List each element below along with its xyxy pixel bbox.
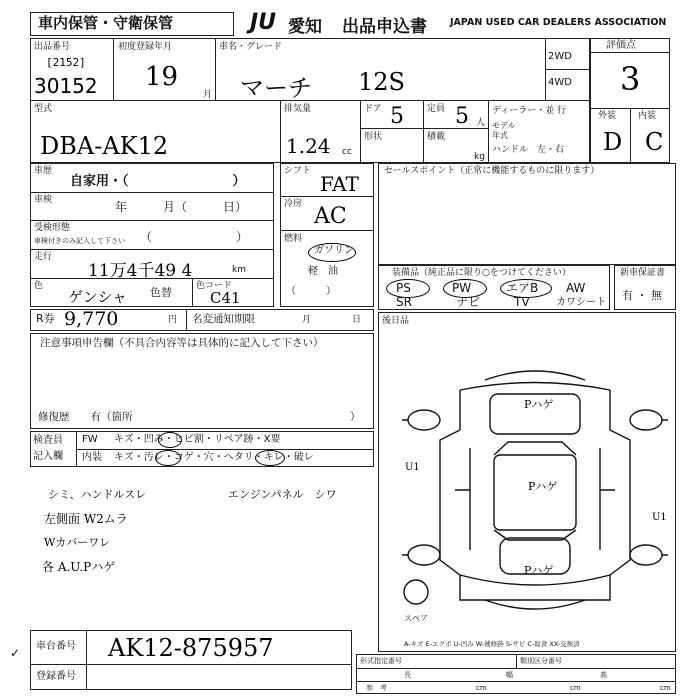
color-code-value: C41 [210,289,241,307]
model-year-label: モデル [492,121,516,130]
exterior-label: 外装 [598,111,617,121]
sales-point-label: セールスポイント（正常に機能するものに限ります） [384,166,600,176]
diagram-front-note: Pハゲ [524,398,554,411]
fuel-gas: ガソリン [314,245,354,256]
kg-unit: kg [474,152,485,162]
mileage-value: 11万4千49 4 [88,261,193,281]
length-label: 長 [404,671,411,679]
first-reg-label: 初度登録年月 [118,42,173,52]
new-warranty-values: 有 ・ 無 [622,289,662,302]
fw-dent-ring [158,432,182,448]
repair-close: ） [350,411,361,423]
displacement-value: 1.24 [286,134,331,158]
mileage-label: 走行 [34,252,53,262]
form-title: 出品申込書 [342,17,427,37]
color-label: 色 [34,281,44,291]
chassis-label: 車台番号 [36,641,76,652]
equip-pw-ring [443,279,487,298]
diagram-rear-note: Pハゲ [524,564,554,577]
interior-check-label: 内装 [82,452,102,463]
notice-label: 注意事項申告欄（不具合内容等は具体的に記入して下さい） [40,337,324,349]
equip-aw: AW [566,281,586,295]
lot-number: 30152 [34,74,98,98]
fw-items: キズ・凹み・ヒビ割・リペア跡・X要 [114,434,281,445]
model-value: DBA-AK12 [40,132,169,160]
interior-dirt-ring [155,450,181,466]
fw-label: FW [82,434,98,445]
entry-label: 記入欄 [33,451,63,462]
checkmark: ✓ [10,646,21,660]
dealer-label: ディーラー・並 行 [492,106,567,116]
equip-tv: TV [514,295,530,309]
equip-ps-ring [386,279,430,298]
inspection-label: 車検 [34,195,53,205]
recept-paren: （ ） [140,230,249,244]
width-cm: cm [570,684,581,692]
km-unit: km [232,265,246,275]
lot-small: [2152] [46,56,86,69]
recycle-value: 9,770 [64,308,119,330]
name-change-day: 日 [352,315,362,325]
inspector-label: 検査員 [33,435,63,446]
month-unit: 月 [203,90,213,100]
ref-label: 参 考 [366,684,387,692]
ju-logo: JU [250,10,277,35]
class-designation-label: 類別区分番号 [520,657,562,665]
handwritten-note-2: 左側面 W2ムラ [44,512,128,526]
car-name-label: 車名・グレード [219,42,283,52]
reg-label: 登録番号 [36,671,76,682]
equip-pw: PW [452,281,472,295]
wd4-label: 4WD [548,77,572,88]
recept-label: 受検形態 [34,223,71,233]
equip-airbag: エアB [506,281,539,295]
interior-items: キズ・汚レ・コゲ・穴・へタリ・キレ・破レ [114,452,314,463]
sales-point-frame [378,163,676,265]
equip-sr: SR [396,295,412,309]
equip-airbag-ring [500,279,552,298]
color-change-label: 色替 [150,286,172,299]
storage-tag: 車内保管・守衛保管 [38,14,174,32]
diagram-roof-note: Pハゲ [528,480,558,493]
color-value: ゲンシャ [68,288,128,306]
yen-unit: 円 [168,315,178,325]
handwritten-note-3: Wカバーワレ [44,536,111,549]
year-label: 年式 [492,131,508,140]
name-change-month: 月 [302,315,312,325]
car-grade: 12S [358,68,405,96]
interior-label: 内装 [638,111,657,121]
equip-ps: PS [396,281,411,295]
history-label: 車歴 [34,166,53,176]
wd2-label: 2WD [548,51,572,62]
fuel-paren: （ ） [286,286,336,297]
repair-label: 修復歴 有（箇所 [38,411,133,423]
exterior-grade: D [603,128,623,156]
handwritten-note-4: 各 A.U.Pハゲ [42,560,116,574]
history-value: 自家用・（ ） [70,174,246,189]
eval-label: 評価点 [606,40,636,51]
first-reg-year: 19 [145,62,179,92]
displacement-label: 排気量 [284,104,312,114]
cooling-label: 冷房 [284,199,303,209]
chassis-value: AK12-875957 [108,634,274,662]
org-name: 愛知 [288,17,322,37]
handwritten-note-1: シミ、ハンドルスレ [48,488,147,501]
model-label: 型式 [34,104,53,114]
diagram-right-mark: U1 [652,512,667,523]
fuel-label: 燃料 [284,234,303,244]
shape-label: 形状 [364,132,383,142]
eval-score: 3 [620,60,641,98]
type-designation-label: 形式指定番号 [360,657,402,665]
capacity-unit: 人 [476,118,486,128]
after-label: 後日品 [382,316,410,326]
cc-unit: cc [342,147,352,157]
equipment-label: 装備品（純正品に限り○をつけてください） [392,268,571,278]
car-name: マーチ [240,74,312,102]
handle-label: ハンドル 左・右 [492,145,565,155]
inspection-value: 年 月（ 日） [115,200,248,214]
damage-legend: A-キズ E-エクボ U-凹み W-補修跡 S-サビ C-腐食 XX-交換済 [404,640,580,648]
spare-label: スペア [404,614,428,623]
cooling-value: AC [314,204,347,229]
capacity-label: 定員 [427,104,446,114]
equip-leather: カワシート [556,297,606,308]
lot-label: 出品番号 [34,42,71,52]
width-label: 幅 [506,671,513,679]
door-value: 5 [390,104,404,129]
load-label: 積載 [427,132,446,142]
interior-wear-ring [255,450,285,466]
recept-note: 車検付きのみ記入して下さい [34,237,125,245]
height-label: 高 [600,671,607,679]
door-label: ドア [364,104,382,114]
height-cm: cm [660,684,671,692]
equip-navi: ナビ [456,295,481,309]
fuel-diesel: 軽 油 [308,266,338,277]
length-cm: cm [476,684,487,692]
capacity-value: 5 [455,104,469,129]
form-subtitle: JAPAN USED CAR DEALERS ASSOCIATION [450,17,667,28]
shift-label: シフト [284,166,312,176]
handwritten-note-5: エンジンパネル シワ [228,488,337,501]
new-warranty-label: 新車保証書 [620,268,666,278]
name-change-label: 名変通知期限 [192,313,255,325]
color-code-label: 色コード [196,281,233,291]
diagram-left-mark: U1 [405,462,420,473]
interior-grade: C [645,128,664,156]
shift-value: FAT [320,172,359,196]
recycle-label: R券 [36,312,55,325]
